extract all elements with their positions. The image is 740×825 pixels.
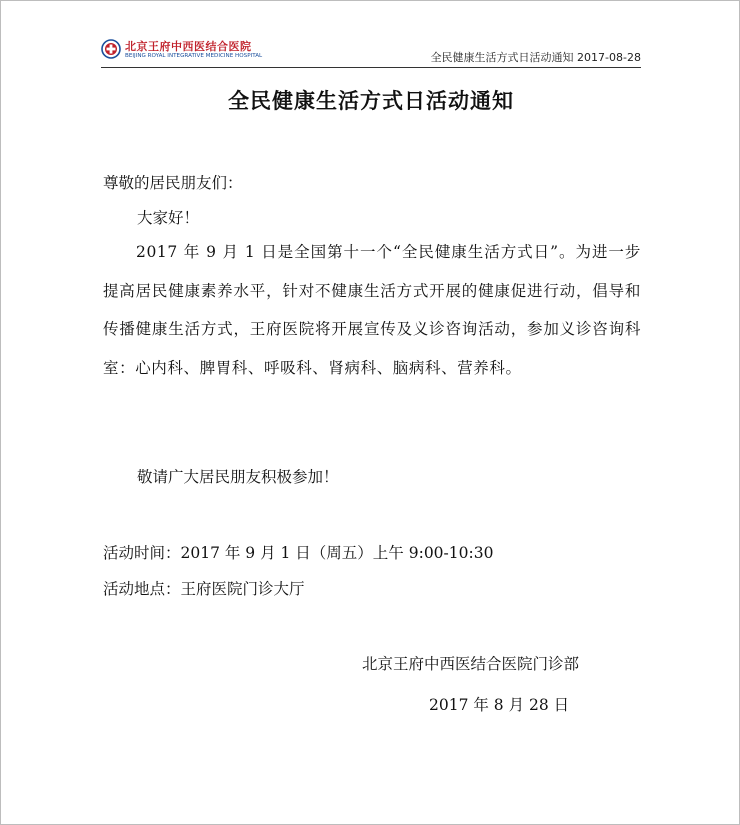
page-header (101, 37, 641, 68)
notice-title: 全民健康生活方式日活动通知 (228, 89, 514, 113)
event-place: 活动地点：王府医院门诊大厅 (103, 580, 305, 598)
issue-date: 2017 年 8 月 28 日 (429, 696, 570, 714)
invitation: 敬请广大居民朋友积极参加！ (137, 468, 339, 486)
event-time: 活动时间：2017 年 9 月 1 日（周五）上午 9:00-10:30 (103, 544, 494, 562)
logo-english-name: BEIJING ROYAL INTEGRATIVE MEDICINE HOSPITAL (125, 53, 263, 59)
salutation: 尊敬的居民朋友们： (103, 174, 243, 192)
greeting: 大家好！ (137, 209, 200, 227)
logo-chinese-name: 北京王府中西医结合医院 (125, 40, 252, 53)
hospital-logo (101, 37, 271, 65)
signature: 北京王府中西医结合医院门诊部 (362, 655, 580, 673)
hospital-emblem-icon (101, 39, 121, 59)
running-header-title: 全民健康生活方式日活动通知 2017-08-28 (430, 51, 641, 64)
notice-body: 2017 年 9 月 1 日是全国第十一个“全民健康生活方式日”。为进一步提高居民健康素养水平，针对不健康生活方式开展的健康促进行动，倡导和传播健康生活方式，王府医院将开展宣传及义诊咨询活动，参加义诊咨询科室：心内科、脾胃科、呼吸科、肾病科、脑病科、营养科。 (103, 243, 641, 377)
